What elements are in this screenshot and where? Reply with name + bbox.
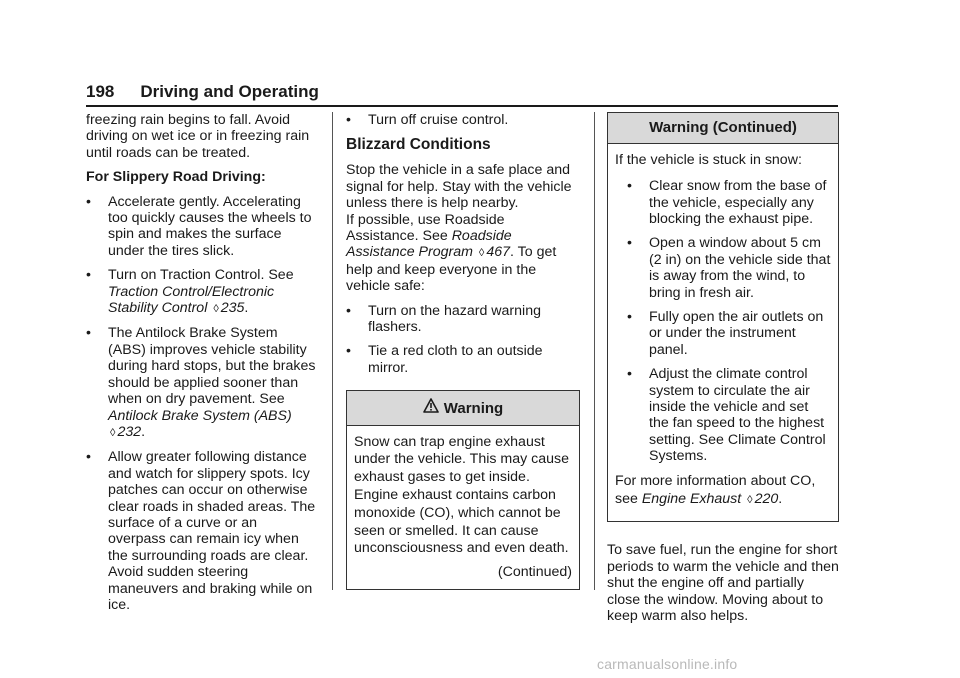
warning-box bbox=[346, 390, 580, 589]
list-item bbox=[86, 325, 318, 441]
roadside-tail: . To get help and keep everyone in the vehicle safe: bbox=[346, 244, 557, 295]
roadside-paragraph bbox=[346, 212, 580, 295]
period: . bbox=[244, 300, 249, 317]
bullet-glyph: • bbox=[86, 193, 91, 210]
list-item-text: Fully open the air outlets on or under the instrument panel. bbox=[649, 309, 824, 358]
slippery-road-subhead: For Slippery Road Driving: bbox=[86, 169, 266, 186]
list-item bbox=[346, 343, 580, 376]
bullet-glyph: • bbox=[346, 343, 351, 360]
warning-title: Warning bbox=[443, 400, 504, 418]
page-ref-icon: ◊ bbox=[478, 247, 485, 260]
bullet-glyph: • bbox=[86, 267, 91, 284]
more-info-lead: For more information about CO, see bbox=[615, 472, 816, 507]
list-item bbox=[615, 366, 831, 464]
page-ref-number[interactable]: 232 bbox=[117, 423, 142, 440]
list-item bbox=[346, 112, 580, 128]
page-ref-number[interactable]: 220 bbox=[754, 490, 779, 507]
list-item bbox=[86, 267, 318, 317]
page-number: 198 bbox=[86, 82, 115, 101]
list-item-text: Tie a red cloth to an outside mirror. bbox=[368, 343, 543, 376]
engine-exhaust-link[interactable]: Engine Exhaust bbox=[641, 490, 742, 507]
blizzard-paragraph: Stop the vehicle in a safe place and signal for help. Stay with the vehicle unless there is help nearby. bbox=[346, 162, 572, 212]
column-divider bbox=[332, 112, 333, 590]
column-right bbox=[607, 112, 839, 632]
section-title: Driving and Operating bbox=[140, 82, 319, 101]
warning-body bbox=[608, 144, 838, 521]
bullet-glyph: • bbox=[86, 325, 91, 342]
roadside-assistance-link[interactable]: Roadside Assistance Program bbox=[346, 228, 512, 261]
list-item bbox=[86, 449, 318, 613]
warning-header: Warning (Continued) bbox=[608, 113, 838, 144]
list-item bbox=[615, 235, 831, 301]
list-item-text: Accelerate gently. Accelerating too quickly causes the wheels to spin and makes the surface under the tires slick. bbox=[108, 193, 312, 259]
page-ref-icon: ◊ bbox=[747, 493, 753, 506]
header-rule bbox=[86, 105, 838, 107]
list-item bbox=[615, 309, 831, 358]
warning-text: Snow can trap engine exhaust under the vehicle. This may cause exhaust gases to get inside. Engine exhaust contains carbon monoxide (CO), which cannot be seen or smelled. It can cause unconsciousness and even death. bbox=[354, 433, 570, 557]
more-info-paragraph bbox=[615, 473, 831, 510]
traction-control-link[interactable]: Traction Control/Electronic Stability Control bbox=[108, 283, 275, 317]
list-item-text: Allow greater following distance and watch for slippery spots. Icy patches can occur on otherwise clear roads in shaded areas. The surface of a curve or an overpass can remain icy when the surrounding roads are clear. Avoid sudden steering maneuvers and braking while on ice. bbox=[108, 449, 316, 613]
list-item bbox=[615, 178, 831, 227]
page-ref-icon: ◊ bbox=[110, 426, 116, 439]
list-item-text bbox=[108, 267, 318, 317]
abs-link[interactable]: Antilock Brake System (ABS) bbox=[108, 407, 292, 424]
continued-label: (Continued) bbox=[497, 564, 572, 581]
warning-box-continued bbox=[607, 112, 839, 522]
bullet-glyph: • bbox=[346, 112, 351, 128]
watermark-text: carmanualsonline.info bbox=[597, 656, 738, 672]
list-item-text: Turn off cruise control. bbox=[368, 112, 509, 128]
bullet-glyph: • bbox=[627, 309, 632, 326]
roadside-lead: If possible, use Roadside Assistance. See bbox=[346, 211, 505, 245]
bullet-glyph: • bbox=[627, 178, 632, 195]
period: . bbox=[778, 490, 783, 507]
list-item-lead: The Antilock Brake System (ABS) improves vehicle stability during hard stops, but the brakes should be applied sooner than when on dry pavement. See bbox=[108, 325, 316, 408]
column-left bbox=[86, 112, 318, 621]
page-ref-icon: ◊ bbox=[213, 303, 219, 316]
list-item-text: Adjust the climate control system to circulate the air inside the vehicle and set the fan speed to the highest setting. See Climate Control Systems. bbox=[649, 366, 826, 465]
page-ref-number[interactable]: 235 bbox=[220, 300, 245, 317]
list-item-text: Clear snow from the base of the vehicle, especially any blocking the exhaust pipe. bbox=[649, 178, 827, 228]
list-item-text: Open a window about 5 cm (2 in) on the vehicle side that is away from the wind, to bring in fresh air. bbox=[649, 235, 831, 301]
list-item-lead: Turn on Traction Control. See bbox=[108, 267, 294, 284]
intro-paragraph: freezing rain begins to fall. Avoid driving on wet ice or in freezing rain until roads can be treated. bbox=[86, 112, 310, 161]
column-middle bbox=[346, 112, 580, 590]
bullet-glyph: • bbox=[627, 235, 632, 252]
stuck-intro: If the vehicle is stuck in snow: bbox=[615, 152, 802, 169]
list-item bbox=[86, 194, 318, 260]
list-item-text: Turn on the hazard warning flashers. bbox=[368, 302, 541, 336]
save-fuel-paragraph: To save fuel, run the engine for short periods to warm the vehicle and then shut the engine off and partially close the window. Moving about to keep warm also helps. bbox=[607, 542, 839, 624]
page-ref-number[interactable]: 467 bbox=[486, 244, 511, 261]
bullet-glyph: • bbox=[627, 366, 632, 383]
warning-triangle-icon bbox=[423, 398, 439, 417]
list-item-text bbox=[108, 325, 318, 441]
warning-body bbox=[347, 426, 579, 589]
warning-header bbox=[347, 391, 579, 425]
bullet-glyph: • bbox=[86, 449, 91, 466]
period: . bbox=[141, 423, 146, 440]
bullet-glyph: • bbox=[346, 302, 351, 319]
list-item bbox=[346, 303, 580, 336]
blizzard-heading: Blizzard Conditions bbox=[346, 136, 491, 154]
column-divider bbox=[594, 112, 595, 590]
